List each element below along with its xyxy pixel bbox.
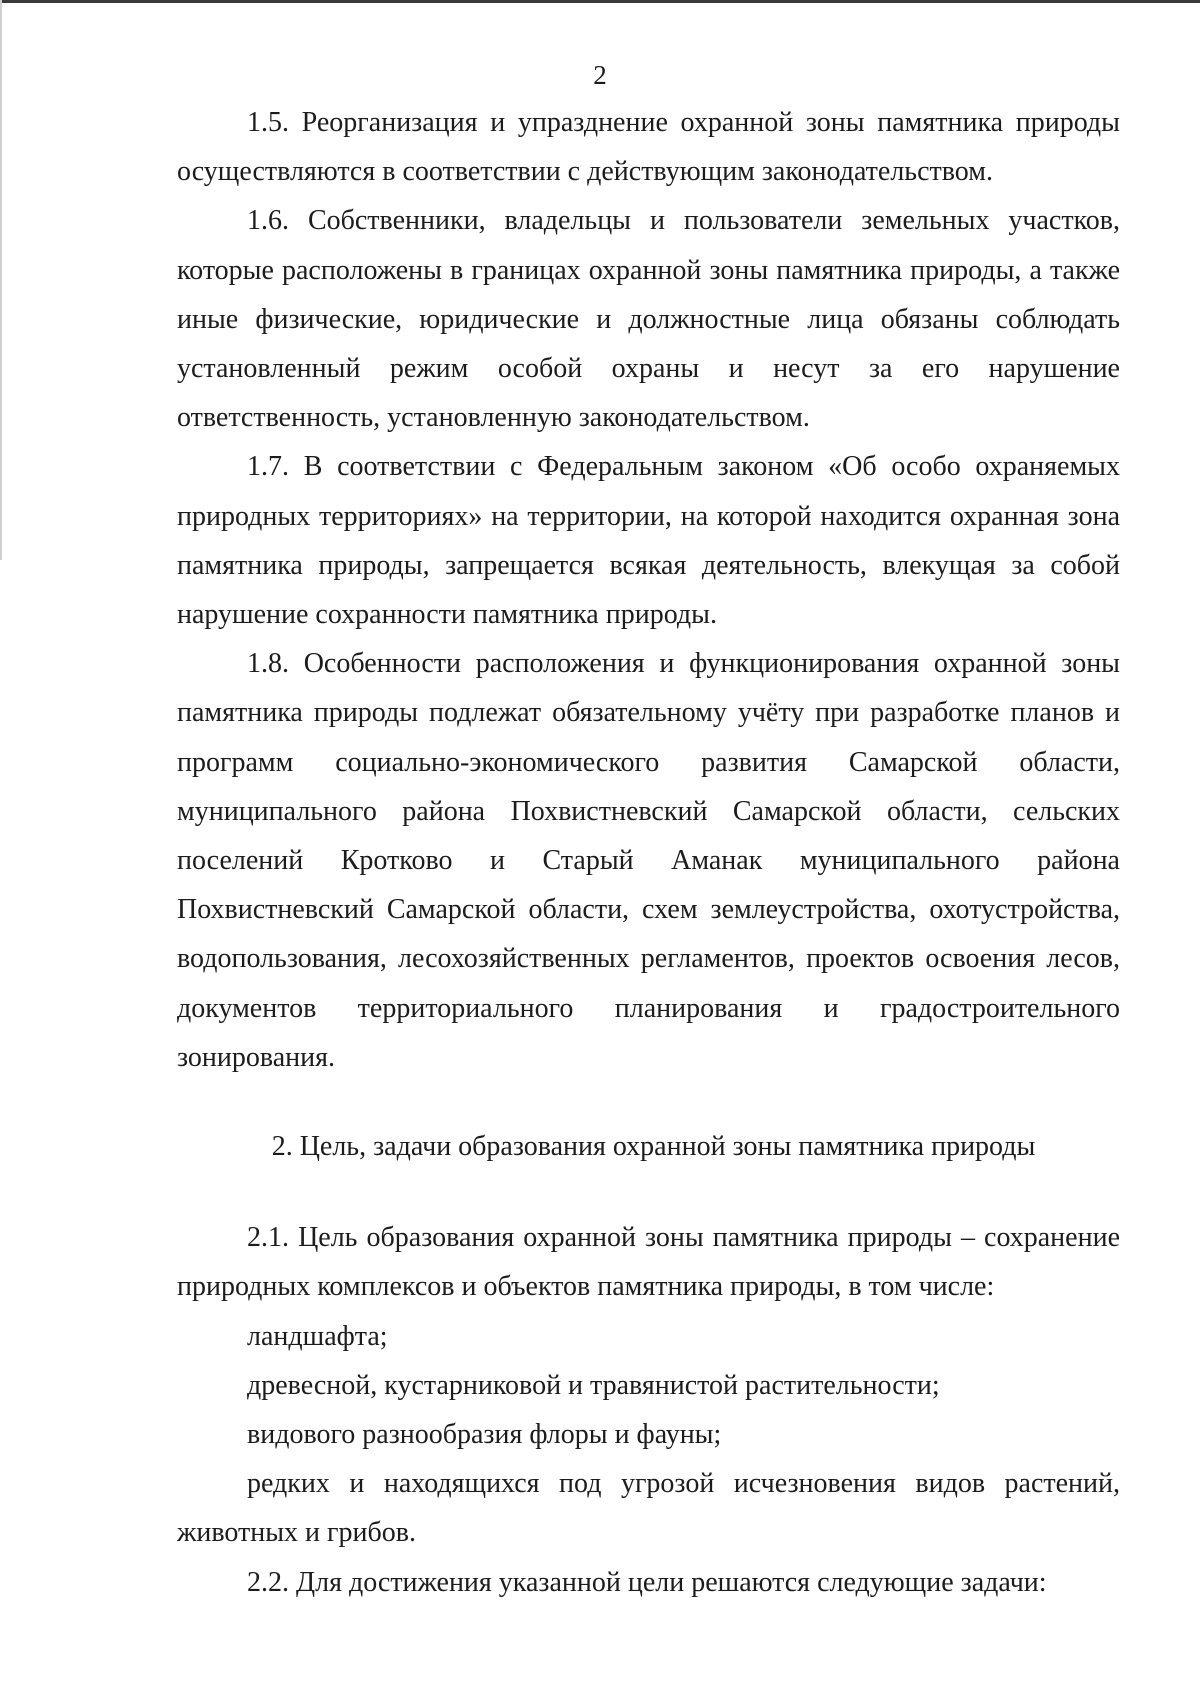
paragraph-1-8: 1.8. Особенности расположения и функционирования охранной зоны памятника природы подлежат обязательному учёту при разработке планов и программ социально-экономического развития Самарской области, муниципального района Похвистневский Самарской области, сельских поселений Кротково и Старый Аманак муниципального района Похвистневский Самарской области, схем землеустройства, охотустройства, водопользования, лесохозяйственных регламентов, проектов освоения лесов, документов территориального планирования и градостроительного зонирования.: [177, 648, 1120, 1073]
list-item-rare-species: редких и находящихся под угрозой исчезновения видов растений, животных и грибов.: [177, 1468, 1120, 1549]
paragraph-1-5: 1.5. Реорганизация и упразднение охранной зоны памятника природы осуществляются в соответствии с действующим законодательством.: [177, 107, 1120, 188]
page-number: 2: [593, 60, 607, 90]
paragraph-2-2: 2.2. Для достижения указанной цели решаются следующие задачи:: [247, 1566, 1047, 1598]
list-item-landscape: ландшафта;: [247, 1320, 388, 1352]
list-item-vegetation: древесной, кустарниковой и травянистой растительности;: [247, 1369, 940, 1401]
list-item-diversity: видового разнообразия флоры и фауны;: [247, 1419, 722, 1451]
paragraph-2-1: 2.1. Цель образования охранной зоны памятника природы – сохранение природных комплексов и объектов памятника природы, в том числе:: [177, 1222, 1120, 1303]
paragraph-1-6: 1.6. Собственники, владельцы и пользователи земельных участков, которые расположены в границах охранной зоны памятника природы, а также иные физические, юридические и должностные лица обязаны соблюдать установленный режим особой охраны и несут за его нарушение ответственность, установленную законодательством.: [177, 205, 1120, 434]
paragraph-1-7: 1.7. В соответствии с Федеральным законом «Об особо охраняемых природных территориях» на территории, на которой находится охранная зона памятника природы, запрещается всякая деятельность, влекущая за собой нарушение сохранности памятника природы.: [177, 451, 1120, 631]
scan-edge-top: [0, 0, 1200, 3]
section-heading-2: 2. Цель, задачи образования охранной зоны памятника природы: [271, 1131, 1036, 1163]
document-body: [177, 98, 1120, 1607]
